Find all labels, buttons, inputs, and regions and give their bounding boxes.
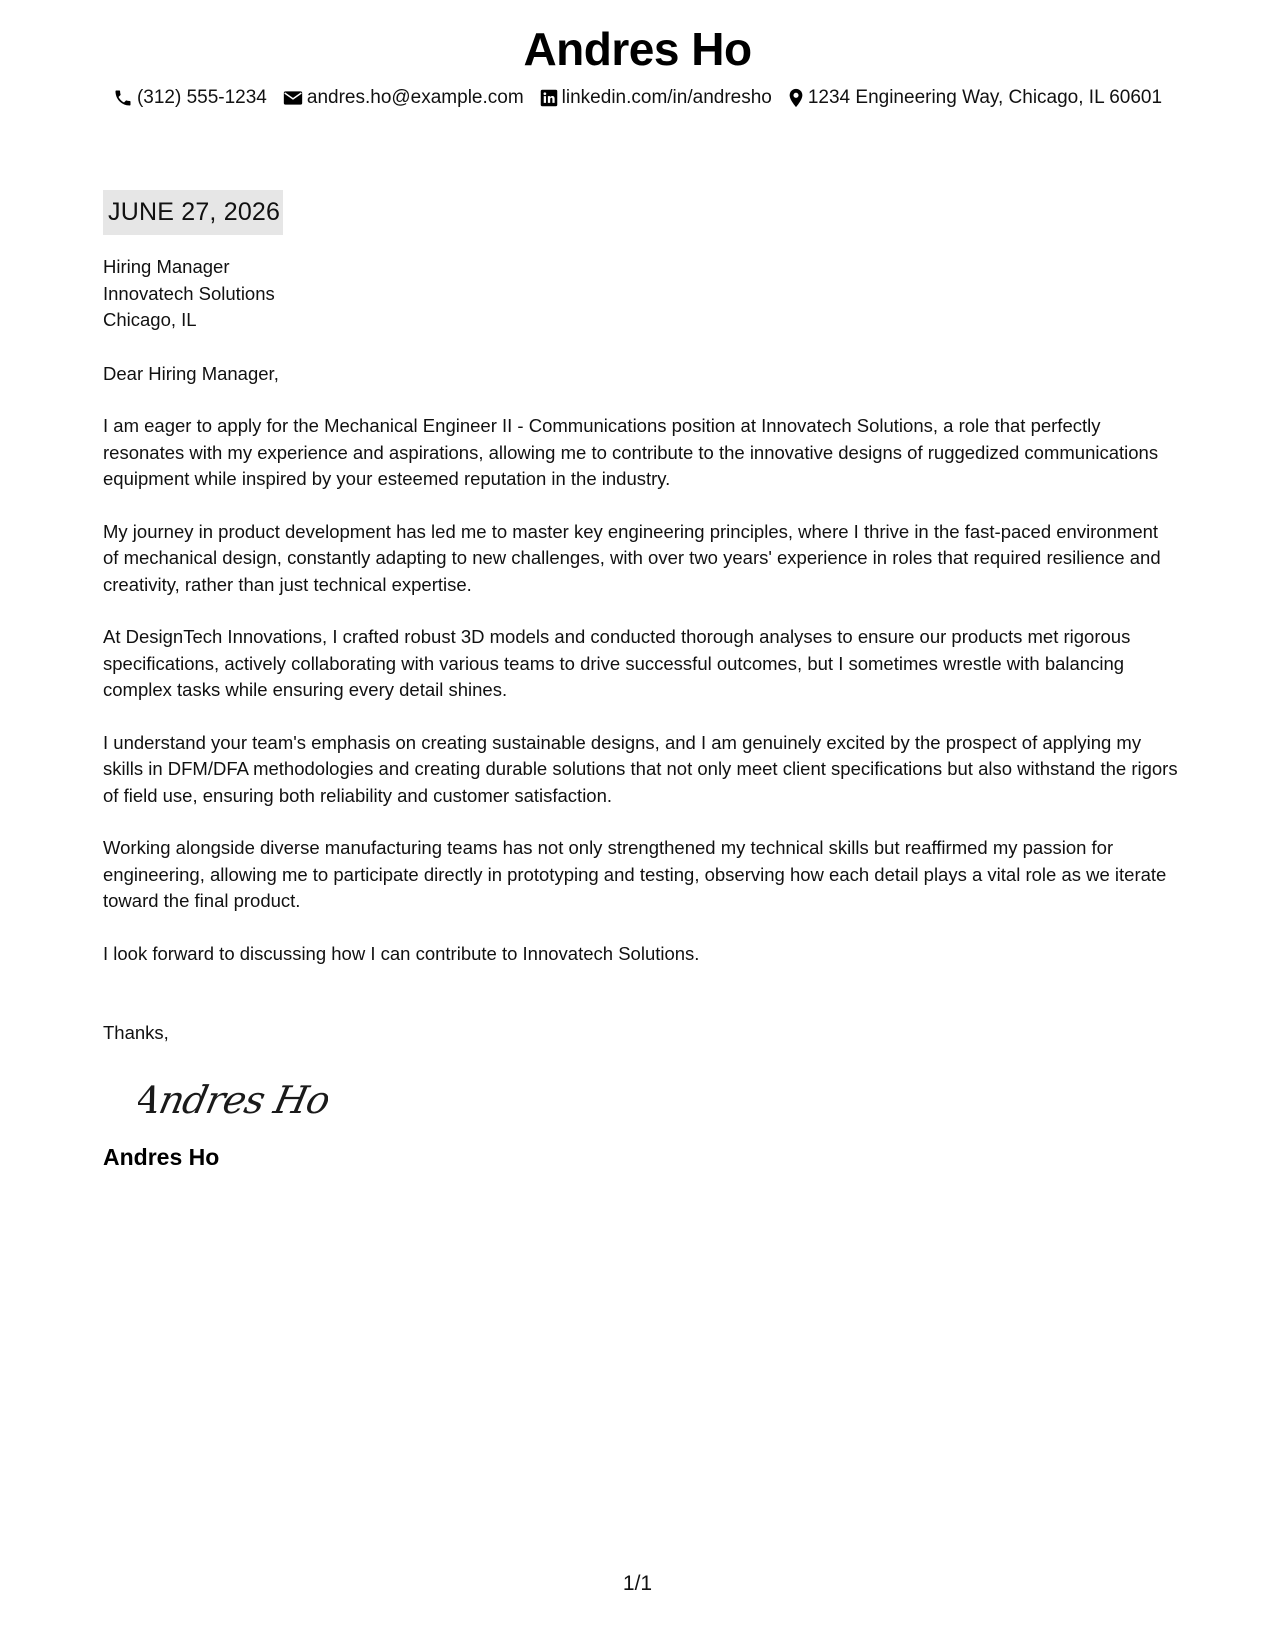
recipient-company: Innovatech Solutions [103,282,275,304]
page-number: 1/1 [622,1572,653,1595]
signer-name: Andres Ho [103,1143,220,1170]
paragraph: I look forward to discussing how I can contribute to Innovatech Solutions. [103,942,700,964]
address-text: 1234 Engineering Way, Chicago, IL 60601 [807,87,1163,108]
map-pin-icon [788,88,804,108]
letter-body [103,190,1178,1171]
linkedin-text: linkedin.com/in/andresho [561,87,772,108]
paragraph: I am eager to apply for the Mechanical Engineer II - Communications position at Innovatech Solutions, a role that perfectly resonates with my experience and aspirations, allowing me to contribute to the innovative designs of ruggedized communications equipment while inspired by your esteemed reputation in the industry. [103,415,1159,489]
contact-linkedin [540,86,772,110]
contact-phone [113,86,267,110]
recipient-title: Hiring Manager [103,256,230,277]
svg-text:Andres Ho: Andres Ho [138,1077,328,1123]
paragraph: My journey in product development has led me to master key engineering principles, where I thrive in the fast-paced environment of mechanical design, constantly adapting to new challenges, with over two years' experience in roles that required resilience and creativity, rather than just technical expertise. [103,520,1161,595]
recipient-location: Chicago, IL [103,309,197,330]
salutation: Dear Hiring Manager, [103,362,279,384]
closing: Thanks, [103,1022,169,1043]
paragraph: Working alongside diverse manufacturing teams has not only strengthened my technical skills but reaffirmed my passion for engineering, allowing me to participate directly in prototyping and testing, observing how each detail plays a vital role as we iterate toward the final product. [103,837,1167,911]
email-text: andres.ho@example.com [306,87,524,108]
contact-address [788,86,1162,110]
letter-header [0,20,1275,110]
letter-date: JUNE 27, 2026 [103,190,283,235]
signature-image [138,1069,328,1129]
contact-info [0,86,1275,110]
handwritten-signature [138,1069,1178,1129]
envelope-icon [283,89,303,107]
contact-email [283,86,524,110]
linkedin-icon [540,89,558,107]
paragraph: At DesignTech Innovations, I crafted robust 3D models and conducted thorough analyses to ensure our products met rigorous specifications, actively collaborating with various teams to drive successful outcomes, but I sometimes wrestle with balancing complex tasks while ensuring every detail shines. [103,626,1131,700]
applicant-name: Andres Ho [523,23,752,75]
phone-icon [113,88,133,108]
phone-text: (312) 555-1234 [136,87,267,108]
recipient-block [103,254,1178,334]
paragraph: I understand your team's emphasis on creating sustainable designs, and I am genuinely excited by the prospect of applying my skills in DFM/DFA methodologies and creating durable solutions that not only meet client specifications but also withstand the rigors of field use, ensuring both reliability and customer satisfaction. [103,731,1178,806]
